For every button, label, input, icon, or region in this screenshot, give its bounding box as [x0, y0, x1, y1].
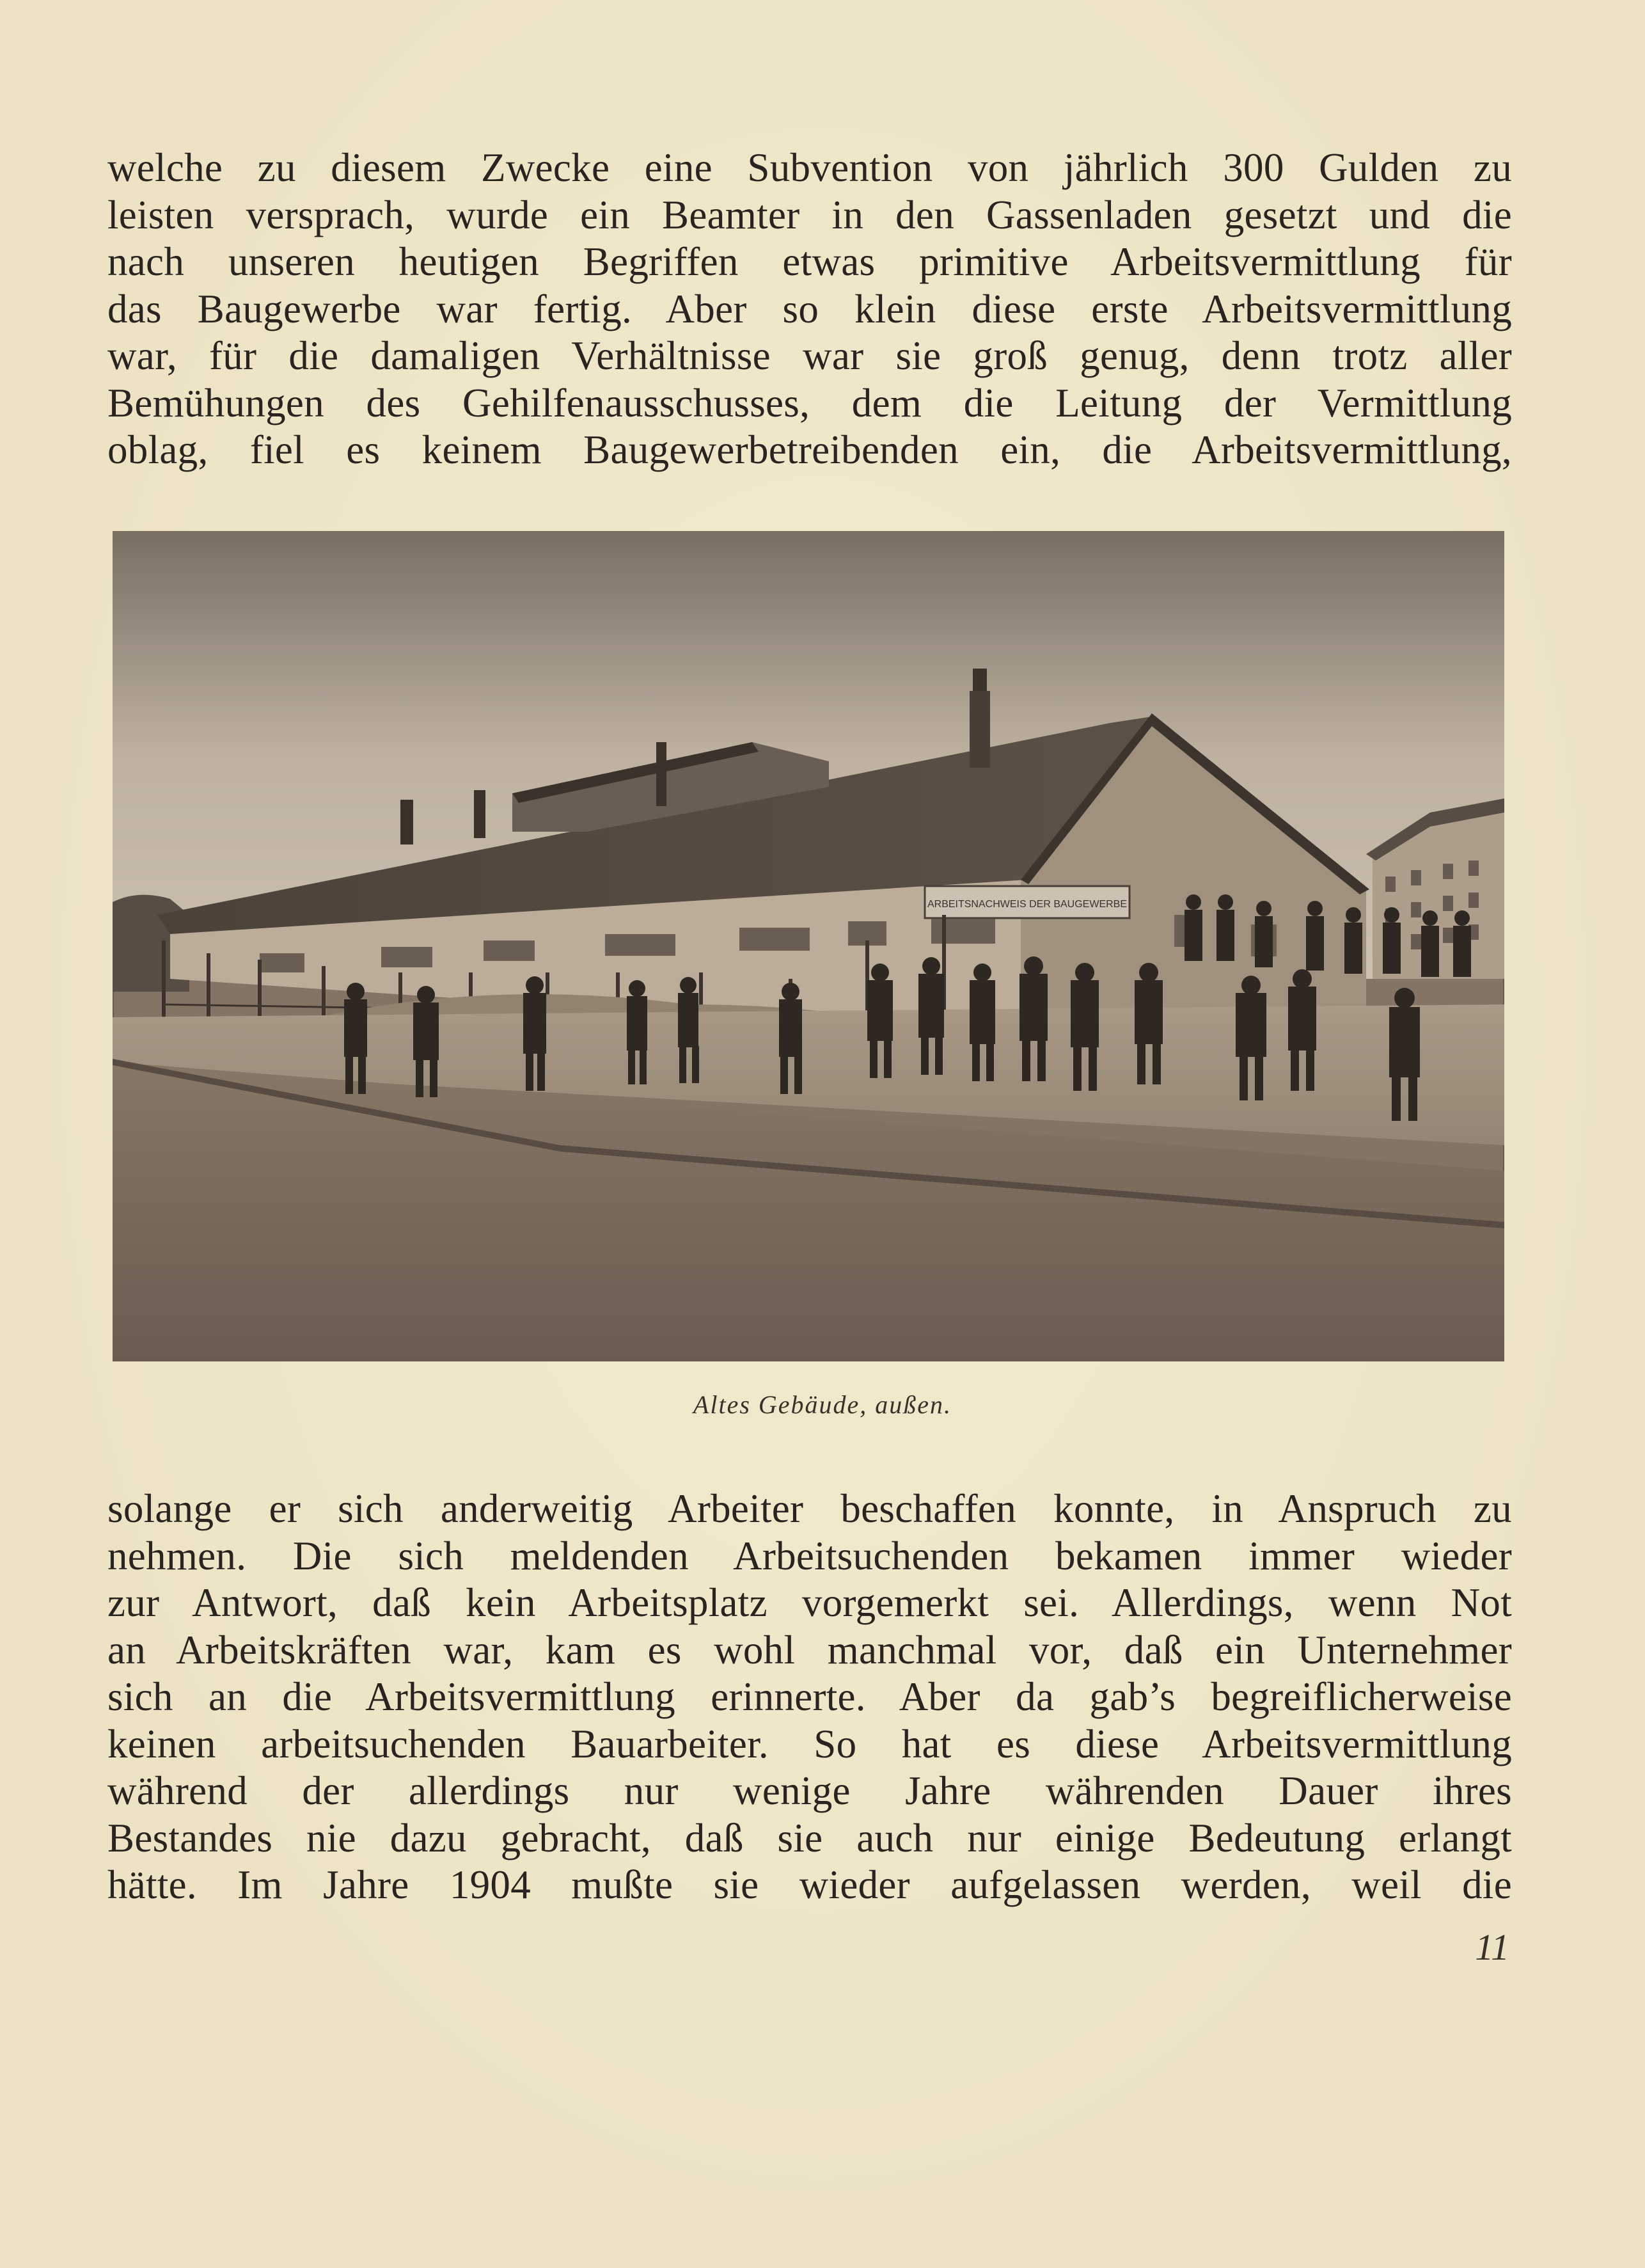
text-line: Bestandes nie dazu gebracht, daß sie auch nur einige Bedeutung erlangt — [107, 1815, 1512, 1860]
text-line: Bemühungen des Gehilfenausschusses, dem die Leitung der Vermittlung — [107, 380, 1512, 425]
photo-sign-text: ARBEITSNACHWEIS DER BAUGEWERBE — [927, 899, 1128, 910]
text-line: sich an die Arbeitsvermittlung erinnerte. Aber da gab’s begreiflicherweise — [107, 1674, 1512, 1719]
text-line: welche zu diesem Zwecke eine Subvention von jährlich 300 Gulden zu — [107, 145, 1512, 190]
text-line: nach unseren heutigen Begriffen etwas primitive Arbeitsvermittlung für — [107, 239, 1512, 284]
photo-caption: Altes Gebäude, außen. — [693, 1390, 952, 1419]
text-line: oblag, fiel es keinem Baugewerbetreibenden ein, die Arbeitsvermittlung, — [107, 427, 1512, 472]
top-paragraph — [107, 145, 1512, 474]
bottom-paragraph — [107, 1486, 1512, 1909]
text-line: an Arbeitskräften war, kam es wohl manchmal vor, daß ein Unternehmer — [107, 1627, 1512, 1672]
page-number: 11 — [1475, 1926, 1509, 1968]
photo-old-building-exterior-icon — [113, 531, 1504, 1361]
text-line: keinen arbeitsuchenden Bauarbeiter. So hat es diese Arbeitsvermittlung — [107, 1721, 1512, 1766]
text-line: hätte. Im Jahre 1904 mußte sie wieder aufgelassen werden, weil die — [107, 1862, 1512, 1907]
text-line: während der allerdings nur wenige Jahre währenden Dauer ihres — [107, 1768, 1512, 1813]
text-line: zur Antwort, daß kein Arbeitsplatz vorgemerkt sei. Allerdings, wenn Not — [107, 1580, 1512, 1625]
text-line: das Baugewerbe war fertig. Aber so klein diese erste Arbeitsvermittlung — [107, 286, 1512, 331]
text-line: solange er sich anderweitig Arbeiter beschaffen konnte, in Anspruch zu — [107, 1486, 1512, 1531]
text-line: war, für die damaligen Verhältnisse war sie groß genug, denn trotz aller — [107, 333, 1512, 378]
photograph-old-building — [113, 531, 1504, 1361]
text-line: leisten versprach, wurde ein Beamter in den Gassenladen gesetzt und die — [107, 192, 1512, 237]
text-line: nehmen. Die sich meldenden Arbeitsuchenden bekamen immer wieder — [107, 1533, 1512, 1578]
